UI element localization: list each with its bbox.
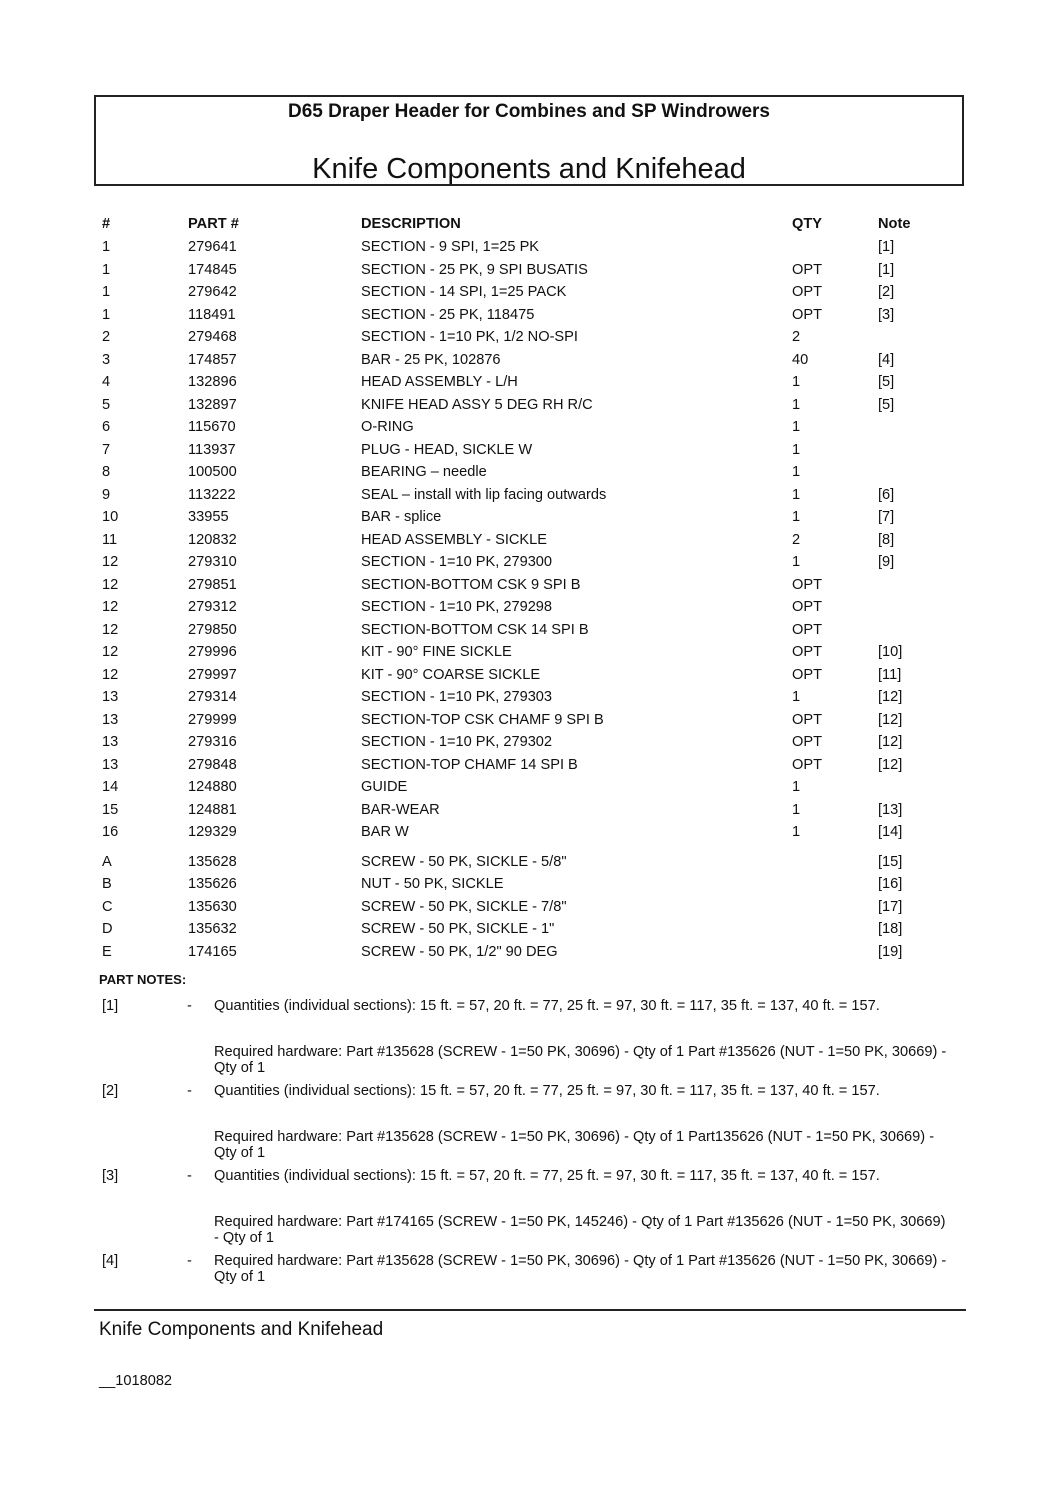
cell-part-number: 279996 bbox=[188, 644, 237, 660]
table-row bbox=[102, 873, 962, 895]
cell-note: [5] bbox=[878, 374, 895, 390]
cell-description: SECTION - 14 SPI, 1=25 PACK bbox=[361, 284, 567, 300]
table-row bbox=[102, 941, 962, 963]
cell-number: 12 bbox=[102, 599, 119, 615]
cell-qty: OPT bbox=[792, 711, 822, 728]
cell-description: SECTION-BOTTOM CSK 14 SPI B bbox=[361, 621, 589, 638]
cell-number: 16 bbox=[102, 824, 119, 840]
note-required-hardware: Required hardware: Part #174165 (SCREW - 1=50 PK, 145246) - Qty of 1 Part #135626 (NUT - 1=50 PK, 30669) - Qty of 1 bbox=[214, 1214, 946, 1246]
cell-description: GUIDE bbox=[361, 779, 408, 795]
cell-description: BAR - splice bbox=[361, 509, 442, 525]
note-quantities: Quantities (individual sections): 15 ft. = 57, 20 ft. = 77, 25 ft. = 97, 30 ft. = 117, 35 ft. = 137, 40 ft. = 157. bbox=[214, 1083, 880, 1099]
note-ref: [4] bbox=[102, 1253, 119, 1269]
cell-part-number: 135630 bbox=[188, 898, 237, 915]
cell-note: [3] bbox=[878, 306, 895, 323]
cell-part-number: 100500 bbox=[188, 464, 237, 480]
cell-number: E bbox=[102, 943, 112, 960]
column-header-part: PART # bbox=[188, 216, 239, 232]
cell-qty: 1 bbox=[792, 509, 801, 525]
column-header-number: # bbox=[102, 216, 111, 232]
note-dash: - bbox=[187, 1253, 192, 1269]
cell-number: 4 bbox=[102, 374, 111, 390]
cell-part-number: 113222 bbox=[188, 486, 236, 503]
cell-number: 8 bbox=[102, 464, 111, 480]
note-quantities: Quantities (individual sections): 15 ft. = 57, 20 ft. = 77, 25 ft. = 97, 30 ft. = 117, 35 ft. = 137, 40 ft. = 157. bbox=[214, 998, 880, 1014]
cell-number: 7 bbox=[102, 441, 111, 458]
cell-description: BEARING – needle bbox=[361, 464, 487, 480]
cell-note: [10] bbox=[878, 644, 903, 660]
cell-qty: OPT bbox=[792, 756, 822, 773]
cell-description: SECTION - 1=10 PK, 1/2 NO-SPI bbox=[361, 329, 578, 345]
cell-note: [9] bbox=[878, 554, 895, 570]
cell-qty: OPT bbox=[792, 599, 822, 615]
cell-note: [4] bbox=[878, 351, 895, 368]
cell-qty: OPT bbox=[792, 261, 822, 278]
cell-part-number: 279316 bbox=[188, 734, 237, 750]
table-row bbox=[102, 754, 962, 776]
table-row bbox=[102, 664, 962, 686]
table-row bbox=[102, 416, 962, 438]
cell-note: [17] bbox=[878, 898, 903, 915]
cell-part-number: 279997 bbox=[188, 666, 237, 683]
cell-note: [14] bbox=[878, 824, 903, 840]
title-box bbox=[94, 95, 964, 186]
cell-part-number: 135632 bbox=[188, 921, 237, 937]
cell-description: KNIFE HEAD ASSY 5 DEG RH R/C bbox=[361, 396, 593, 413]
column-header-note: Note bbox=[878, 216, 911, 232]
cell-number: 2 bbox=[102, 329, 111, 345]
cell-number: 1 bbox=[102, 306, 111, 323]
cell-note: [11] bbox=[878, 666, 902, 683]
cell-number: 12 bbox=[102, 554, 119, 570]
footer-divider bbox=[94, 1309, 966, 1311]
note-required-hardware: Required hardware: Part #135628 (SCREW - 1=50 PK, 30696) - Qty of 1 Part #135626 (NUT - 1=50 PK, 30669) - Qty of 1 bbox=[214, 1253, 947, 1285]
cell-qty: 1 bbox=[792, 396, 801, 413]
column-header-qty: QTY bbox=[792, 216, 822, 232]
cell-description: HEAD ASSEMBLY - L/H bbox=[361, 374, 518, 390]
table-row bbox=[102, 574, 962, 596]
cell-description: SECTION - 1=10 PK, 279303 bbox=[361, 689, 553, 705]
cell-note: [2] bbox=[878, 284, 895, 300]
cell-part-number: 113937 bbox=[188, 441, 236, 458]
cell-description: BAR W bbox=[361, 824, 409, 840]
parts-table-header bbox=[102, 213, 962, 235]
cell-part-number: 174845 bbox=[188, 261, 237, 278]
cell-qty: OPT bbox=[792, 734, 822, 750]
cell-number: 13 bbox=[102, 689, 119, 705]
cell-description: SCREW - 50 PK, 1/2" 90 DEG bbox=[361, 943, 558, 960]
cell-qty: OPT bbox=[792, 576, 822, 593]
cell-description: PLUG - HEAD, SICKLE W bbox=[361, 441, 533, 458]
cell-description: SECTION-BOTTOM CSK 9 SPI B bbox=[361, 576, 581, 593]
table-row bbox=[102, 776, 962, 798]
document-subtitle: D65 Draper Header for Combines and SP Windrowers bbox=[288, 101, 770, 122]
table-row bbox=[102, 484, 962, 506]
cell-number: 1 bbox=[102, 261, 111, 278]
cell-number: 13 bbox=[102, 756, 119, 773]
note-required-hardware: Required hardware: Part #135628 (SCREW - 1=50 PK, 30696) - Qty of 1 Part135626 (NUT - 1=50 PK, 30669) - Qty of 1 bbox=[214, 1129, 935, 1161]
table-row bbox=[102, 821, 962, 843]
cell-description: SECTION-TOP CHAMF 14 SPI B bbox=[361, 756, 578, 773]
cell-number: 1 bbox=[102, 284, 111, 300]
cell-note: [12] bbox=[878, 734, 903, 750]
cell-qty: 1 bbox=[792, 374, 801, 390]
cell-number: 5 bbox=[102, 396, 111, 413]
cell-number: 9 bbox=[102, 486, 111, 503]
table-row bbox=[102, 596, 962, 618]
cell-note: [12] bbox=[878, 689, 903, 705]
table-row bbox=[102, 731, 962, 753]
cell-part-number: 124881 bbox=[188, 801, 237, 818]
cell-description: SEAL – install with lip facing outwards bbox=[361, 486, 607, 503]
cell-part-number: 124880 bbox=[188, 779, 237, 795]
cell-qty: 2 bbox=[792, 329, 801, 345]
cell-qty: 40 bbox=[792, 351, 809, 368]
cell-qty: OPT bbox=[792, 666, 822, 683]
cell-qty: OPT bbox=[792, 621, 822, 638]
cell-number: 6 bbox=[102, 419, 111, 435]
cell-description: SECTION - 1=10 PK, 279298 bbox=[361, 599, 553, 615]
cell-description: SECTION - 25 PK, 118475 bbox=[361, 306, 535, 323]
cell-part-number: 279848 bbox=[188, 756, 237, 773]
cell-number: 12 bbox=[102, 621, 119, 638]
cell-description: SCREW - 50 PK, SICKLE - 5/8" bbox=[361, 853, 567, 870]
cell-note: [15] bbox=[878, 853, 903, 870]
cell-part-number: 279850 bbox=[188, 621, 237, 638]
cell-number: 1 bbox=[102, 239, 111, 255]
cell-description: HEAD ASSEMBLY - SICKLE bbox=[361, 531, 548, 548]
table-row bbox=[102, 551, 962, 573]
table-row bbox=[102, 236, 962, 258]
cell-qty: 2 bbox=[792, 531, 801, 548]
cell-number: 11 bbox=[102, 531, 118, 548]
cell-description: SCREW - 50 PK, SICKLE - 7/8" bbox=[361, 898, 567, 915]
column-header-description: DESCRIPTION bbox=[361, 216, 461, 232]
cell-number: 10 bbox=[102, 509, 119, 525]
cell-part-number: 132897 bbox=[188, 396, 237, 413]
cell-number: 3 bbox=[102, 351, 111, 368]
cell-qty: 1 bbox=[792, 824, 801, 840]
cell-note: [13] bbox=[878, 801, 903, 818]
note-ref: [3] bbox=[102, 1168, 119, 1184]
footer-title: Knife Components and Knifehead bbox=[99, 1319, 384, 1340]
table-row bbox=[102, 439, 962, 461]
cell-number: D bbox=[102, 921, 113, 937]
cell-qty: 1 bbox=[792, 486, 801, 503]
cell-description: BAR-WEAR bbox=[361, 801, 440, 818]
cell-note: [7] bbox=[878, 509, 895, 525]
table-row bbox=[102, 896, 962, 918]
table-row bbox=[102, 641, 962, 663]
cell-part-number: 174165 bbox=[188, 943, 237, 960]
table-row bbox=[102, 686, 962, 708]
cell-qty: OPT bbox=[792, 284, 822, 300]
cell-qty: 1 bbox=[792, 464, 801, 480]
cell-note: [1] bbox=[878, 239, 895, 255]
cell-part-number: 120832 bbox=[188, 531, 237, 548]
table-row bbox=[102, 506, 962, 528]
cell-description: BAR - 25 PK, 102876 bbox=[361, 351, 501, 368]
table-row bbox=[102, 851, 962, 873]
cell-number: 12 bbox=[102, 666, 119, 683]
cell-qty: 1 bbox=[792, 779, 801, 795]
table-row bbox=[102, 619, 962, 641]
cell-description: SECTION - 1=10 PK, 279300 bbox=[361, 554, 553, 570]
note-dash: - bbox=[187, 1168, 192, 1184]
table-row bbox=[102, 918, 962, 940]
cell-description: SECTION - 25 PK, 9 SPI BUSATIS bbox=[361, 261, 588, 278]
cell-note: [5] bbox=[878, 396, 895, 413]
cell-note: [12] bbox=[878, 711, 903, 728]
cell-part-number: 135628 bbox=[188, 853, 237, 870]
cell-qty: 1 bbox=[792, 441, 801, 458]
footer-document-code: __1018082 bbox=[99, 1373, 173, 1389]
cell-number: C bbox=[102, 898, 113, 915]
cell-description: SCREW - 50 PK, SICKLE - 1" bbox=[361, 921, 555, 937]
cell-qty: 1 bbox=[792, 801, 801, 818]
table-row bbox=[102, 709, 962, 731]
cell-number: 12 bbox=[102, 644, 119, 660]
note-ref: [1] bbox=[102, 998, 119, 1014]
table-row bbox=[102, 349, 962, 371]
cell-part-number: 279310 bbox=[188, 554, 237, 570]
cell-part-number: 174857 bbox=[188, 351, 237, 368]
table-row bbox=[102, 394, 962, 416]
cell-part-number: 115670 bbox=[188, 419, 236, 435]
cell-qty: OPT bbox=[792, 306, 822, 323]
cell-number: B bbox=[102, 876, 112, 892]
note-dash: - bbox=[187, 998, 192, 1014]
table-row bbox=[102, 304, 962, 326]
cell-part-number: 132896 bbox=[188, 374, 237, 390]
table-row bbox=[102, 529, 962, 551]
cell-note: [6] bbox=[878, 486, 895, 503]
cell-qty: 1 bbox=[792, 419, 801, 435]
cell-number: 12 bbox=[102, 576, 119, 593]
cell-description: O-RING bbox=[361, 419, 414, 435]
cell-number: 14 bbox=[102, 779, 119, 795]
cell-part-number: 279851 bbox=[188, 576, 237, 593]
cell-part-number: 118491 bbox=[188, 306, 236, 323]
cell-part-number: 279641 bbox=[188, 239, 237, 255]
cell-part-number: 129329 bbox=[188, 824, 237, 840]
cell-qty: OPT bbox=[792, 644, 822, 660]
cell-note: [12] bbox=[878, 756, 903, 773]
cell-number: A bbox=[102, 853, 112, 870]
cell-description: NUT - 50 PK, SICKLE bbox=[361, 876, 504, 892]
cell-description: SECTION - 1=10 PK, 279302 bbox=[361, 734, 553, 750]
page-title: Knife Components and Knifehead bbox=[312, 153, 746, 185]
cell-part-number: 279999 bbox=[188, 711, 237, 728]
cell-number: 13 bbox=[102, 711, 119, 728]
cell-note: [16] bbox=[878, 876, 903, 892]
cell-description: SECTION-TOP CSK CHAMF 9 SPI B bbox=[361, 711, 604, 728]
table-row bbox=[102, 326, 962, 348]
table-row bbox=[102, 371, 962, 393]
cell-number: 13 bbox=[102, 734, 119, 750]
cell-note: [19] bbox=[878, 943, 903, 960]
part-notes-label: PART NOTES: bbox=[99, 972, 187, 987]
note-required-hardware: Required hardware: Part #135628 (SCREW - 1=50 PK, 30696) - Qty of 1 Part #135626 (NUT - 1=50 PK, 30669) - Qty of 1 bbox=[214, 1044, 947, 1076]
cell-description: KIT - 90° FINE SICKLE bbox=[361, 644, 512, 660]
table-row bbox=[102, 461, 962, 483]
cell-part-number: 279468 bbox=[188, 329, 237, 345]
cell-note: [1] bbox=[878, 261, 895, 278]
table-row bbox=[102, 799, 962, 821]
table-row bbox=[102, 259, 962, 281]
cell-part-number: 279312 bbox=[188, 599, 237, 615]
note-ref: [2] bbox=[102, 1083, 119, 1099]
note-quantities: Quantities (individual sections): 15 ft. = 57, 20 ft. = 77, 25 ft. = 97, 30 ft. = 117, 35 ft. = 137, 40 ft. = 157. bbox=[214, 1168, 880, 1184]
cell-number: 15 bbox=[102, 801, 119, 818]
note-dash: - bbox=[187, 1083, 192, 1099]
cell-description: SECTION - 9 SPI, 1=25 PK bbox=[361, 239, 540, 255]
cell-note: [18] bbox=[878, 921, 903, 937]
cell-part-number: 33955 bbox=[188, 509, 229, 525]
cell-description: KIT - 90° COARSE SICKLE bbox=[361, 666, 541, 683]
cell-part-number: 135626 bbox=[188, 876, 237, 892]
cell-part-number: 279314 bbox=[188, 689, 237, 705]
cell-part-number: 279642 bbox=[188, 284, 237, 300]
cell-qty: 1 bbox=[792, 689, 801, 705]
cell-qty: 1 bbox=[792, 554, 801, 570]
table-row bbox=[102, 281, 962, 303]
cell-note: [8] bbox=[878, 531, 895, 548]
